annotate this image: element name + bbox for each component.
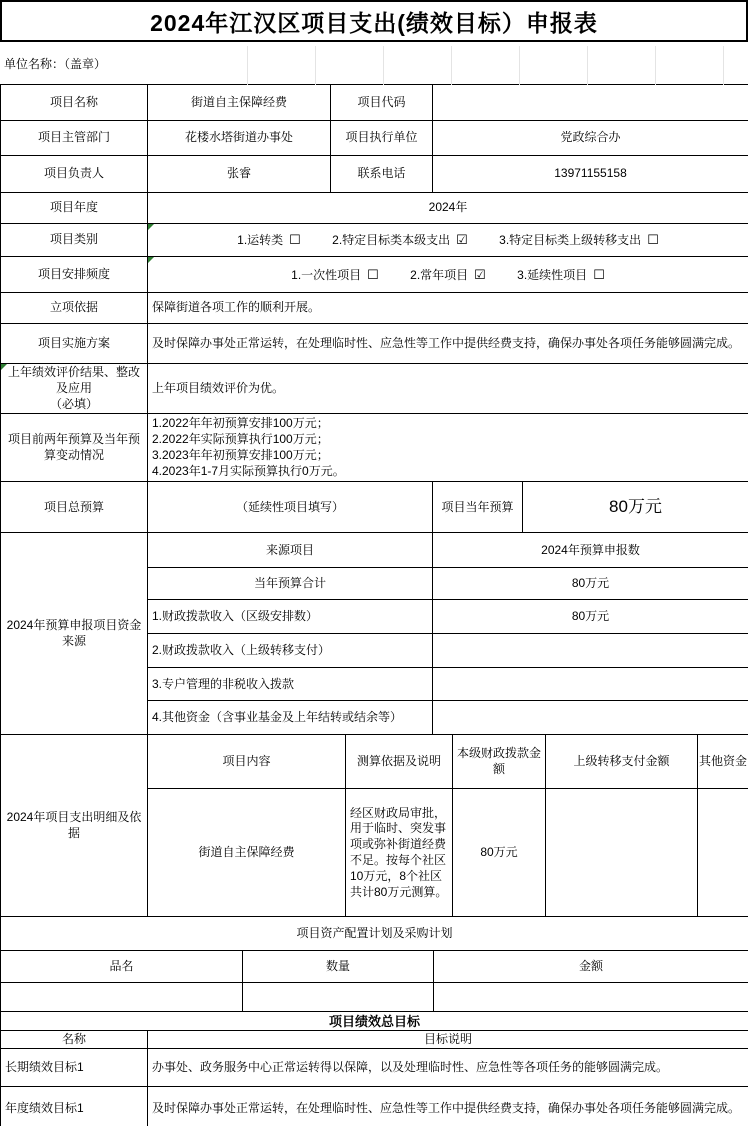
basis-label: 立项依据	[1, 293, 148, 324]
frequency-option	[517, 266, 605, 284]
excel-flag-icon	[148, 257, 154, 263]
prior-eval-label-text: 上年绩效评价结果、整改及应用	[7, 365, 140, 395]
project-code-value[interactable]	[433, 85, 748, 121]
table-row	[1, 364, 748, 414]
table-row	[1, 1012, 748, 1031]
funding-source-table	[0, 532, 748, 735]
current-year-budget-value[interactable]: 80万元	[523, 482, 748, 533]
option-label: 2.特定目标类本级支出	[332, 233, 451, 248]
option-label: 1.运转类	[237, 233, 284, 248]
page-title: 2024年江汉区项目支出(绩效目标）申报表	[0, 0, 748, 42]
prev-budget-line: 2.2022年实际预算执行100万元；	[152, 432, 329, 447]
expenditure-header-basis: 测算依据及说明	[346, 735, 453, 789]
prior-eval-required-note: （必填）	[49, 396, 98, 411]
unit-name-row	[0, 42, 748, 85]
expenditure-header-local: 本级财政拨款金额	[453, 735, 546, 789]
total-budget-label: 项目总预算	[1, 482, 148, 533]
long-term-target-desc[interactable]: 办事处、政务服务中心正常运转得以保障，以及处理临时性、应急性等各项任务的能够圆满完成。	[148, 1049, 748, 1087]
category-label: 项目类别	[1, 224, 148, 257]
checkbox-icon[interactable]: ☐	[647, 232, 659, 248]
option-label: 1.一次性项目	[291, 267, 362, 282]
leader-value[interactable]: 张睿	[148, 156, 331, 193]
prev-budget-value[interactable]	[148, 414, 748, 482]
table-row	[1, 85, 748, 121]
table-row	[1, 414, 748, 482]
asset-header-name: 品名	[1, 951, 243, 983]
table-row	[1, 735, 748, 789]
performance-header-desc: 目标说明	[148, 1031, 748, 1049]
current-year-budget-label: 项目当年预算	[433, 482, 523, 533]
table-row	[1, 1031, 748, 1049]
frequency-label: 项目安排频度	[1, 257, 148, 293]
asset-plan-title: 项目资产配置计划及采购计划	[1, 917, 748, 951]
project-year-label: 项目年度	[1, 193, 148, 224]
phone-value[interactable]: 13971155158	[433, 156, 748, 193]
table-row	[1, 257, 748, 293]
expenditure-header-content: 项目内容	[148, 735, 346, 789]
gridline	[383, 46, 384, 85]
funding-total-value[interactable]: 80万元	[433, 568, 748, 600]
table-row	[1, 983, 748, 1012]
table-row	[1, 121, 748, 156]
funding-item-3: 3.专户管理的非税收入拨款	[148, 668, 433, 701]
exec-unit-value[interactable]: 党政综合办	[433, 121, 748, 156]
funding-item-2: 2.财政拨款收入（上级转移支付）	[148, 634, 433, 668]
category-option	[237, 231, 301, 249]
frequency-options	[148, 257, 748, 293]
option-label: 3.特定目标类上级转移支出	[499, 233, 642, 248]
gridline	[519, 46, 520, 85]
leader-label: 项目负责人	[1, 156, 148, 193]
excel-flag-icon	[1, 364, 7, 370]
annual-target-label: 年度绩效目标1	[1, 1087, 148, 1126]
prior-eval-label	[1, 364, 148, 414]
table-row	[1, 951, 748, 983]
gridline	[451, 46, 452, 85]
expenditure-detail-table	[0, 734, 748, 917]
project-year-value[interactable]: 2024年	[148, 193, 748, 224]
table-row	[1, 533, 748, 568]
project-code-label: 项目代码	[331, 85, 433, 121]
excel-flag-icon	[148, 224, 154, 230]
funding-item-3-value[interactable]	[433, 668, 748, 701]
frequency-option	[410, 266, 486, 284]
funding-item-1-value[interactable]: 80万元	[433, 600, 748, 634]
gridline	[315, 46, 316, 85]
checkbox-icon[interactable]: ☐	[289, 232, 301, 248]
category-option	[332, 231, 468, 249]
annual-target-desc[interactable]: 及时保障办事处正常运转，在处理临时性、应急性等工作中提供经费支持，确保办事处各项任务能够圆满完成。	[148, 1087, 748, 1126]
funding-item-2-value[interactable]	[433, 634, 748, 668]
frequency-option	[291, 266, 379, 284]
category-option	[499, 231, 659, 249]
performance-title: 项目绩效总目标	[1, 1012, 748, 1031]
gridline	[247, 46, 248, 85]
expenditure-local-value[interactable]: 80万元	[453, 789, 546, 917]
option-label: 3.延续性项目	[517, 267, 588, 282]
unit-name-label: 单位名称：（盖章）	[4, 57, 107, 71]
table-row	[1, 224, 748, 257]
exec-unit-label: 项目执行单位	[331, 121, 433, 156]
dept-value[interactable]: 花楼水塔街道办事处	[148, 121, 331, 156]
funding-item-4: 4.其他资金（含事业基金及上年结转或结余等）	[148, 701, 433, 735]
table-row	[1, 482, 748, 533]
asset-plan-table	[0, 916, 748, 1012]
performance-header-name: 名称	[1, 1031, 148, 1049]
long-term-target-label: 长期绩效目标1	[1, 1049, 148, 1087]
prev-budget-line: 3.2023年年初预算安排100万元；	[152, 447, 329, 462]
phone-label: 联系电话	[331, 156, 433, 193]
asset-header-qty: 数量	[243, 951, 434, 983]
basis-value[interactable]: 保障街道各项工作的顺利开展。	[148, 293, 748, 324]
prior-eval-value[interactable]: 上年项目绩效评价为优。	[148, 364, 748, 414]
funding-header-amount: 2024年预算申报数	[433, 533, 748, 568]
performance-target-table	[0, 1011, 748, 1126]
funding-section-label: 2024年预算申报项目资金来源	[1, 533, 148, 735]
asset-name-value[interactable]	[1, 983, 243, 1012]
checkbox-icon[interactable]: ☐	[593, 266, 605, 282]
dept-label: 项目主管部门	[1, 121, 148, 156]
asset-qty-value[interactable]	[243, 983, 434, 1012]
asset-amount-value[interactable]	[434, 983, 748, 1012]
funding-total-label: 当年预算合计	[148, 568, 433, 600]
category-options	[148, 224, 748, 257]
checkbox-icon[interactable]: ☐	[367, 266, 379, 282]
gridline	[723, 46, 724, 85]
table-row	[1, 156, 748, 193]
gridline	[655, 46, 656, 85]
expenditure-transfer-value[interactable]	[546, 789, 698, 917]
gridline	[587, 46, 588, 85]
checkbox-checked-icon[interactable]: ☑	[456, 232, 468, 248]
expenditure-other-value[interactable]	[698, 789, 748, 917]
expenditure-header-transfer: 上级转移支付金额	[546, 735, 698, 789]
expenditure-basis-value[interactable]: 经区财政局审批，用于临时、突发事项或弥补街道经费不足。按每个社区10万元，8个社区共计80万元测算。	[346, 789, 453, 917]
project-name-label: 项目名称	[1, 85, 148, 121]
plan-label: 项目实施方案	[1, 324, 148, 364]
asset-header-amount: 金额	[434, 951, 748, 983]
option-label: 2.常年项目	[410, 267, 469, 282]
expenditure-header-other: 其他资金	[698, 735, 748, 789]
prev-budget-label: 项目前两年预算及当年预算变动情况	[1, 414, 148, 482]
table-row	[1, 917, 748, 951]
table-row	[1, 193, 748, 224]
funding-item-1: 1.财政拨款收入（区级安排数）	[148, 600, 433, 634]
table-row	[1, 1049, 748, 1087]
project-name-value[interactable]: 街道自主保障经费	[148, 85, 331, 121]
expenditure-content-value[interactable]: 街道自主保障经费	[148, 789, 346, 917]
plan-value[interactable]: 及时保障办事处正常运转，在处理临时性、应急性等工作中提供经费支持，确保办事处各项任务能够圆满完成。	[148, 324, 748, 364]
funding-header-source: 来源项目	[148, 533, 433, 568]
total-budget-note[interactable]: （延续性项目填写）	[148, 482, 433, 533]
table-row	[1, 324, 748, 364]
checkbox-checked-icon[interactable]: ☑	[474, 266, 486, 282]
expenditure-section-label: 2024年项目支出明细及依据	[1, 735, 148, 917]
prev-budget-line: 1.2022年年初预算安排100万元；	[152, 416, 329, 431]
table-row	[1, 1087, 748, 1126]
prev-budget-line: 4.2023年1-7月实际预算执行0万元。	[152, 463, 345, 478]
table-row	[1, 293, 748, 324]
funding-item-4-value[interactable]	[433, 701, 748, 735]
basic-info-table	[0, 84, 748, 533]
